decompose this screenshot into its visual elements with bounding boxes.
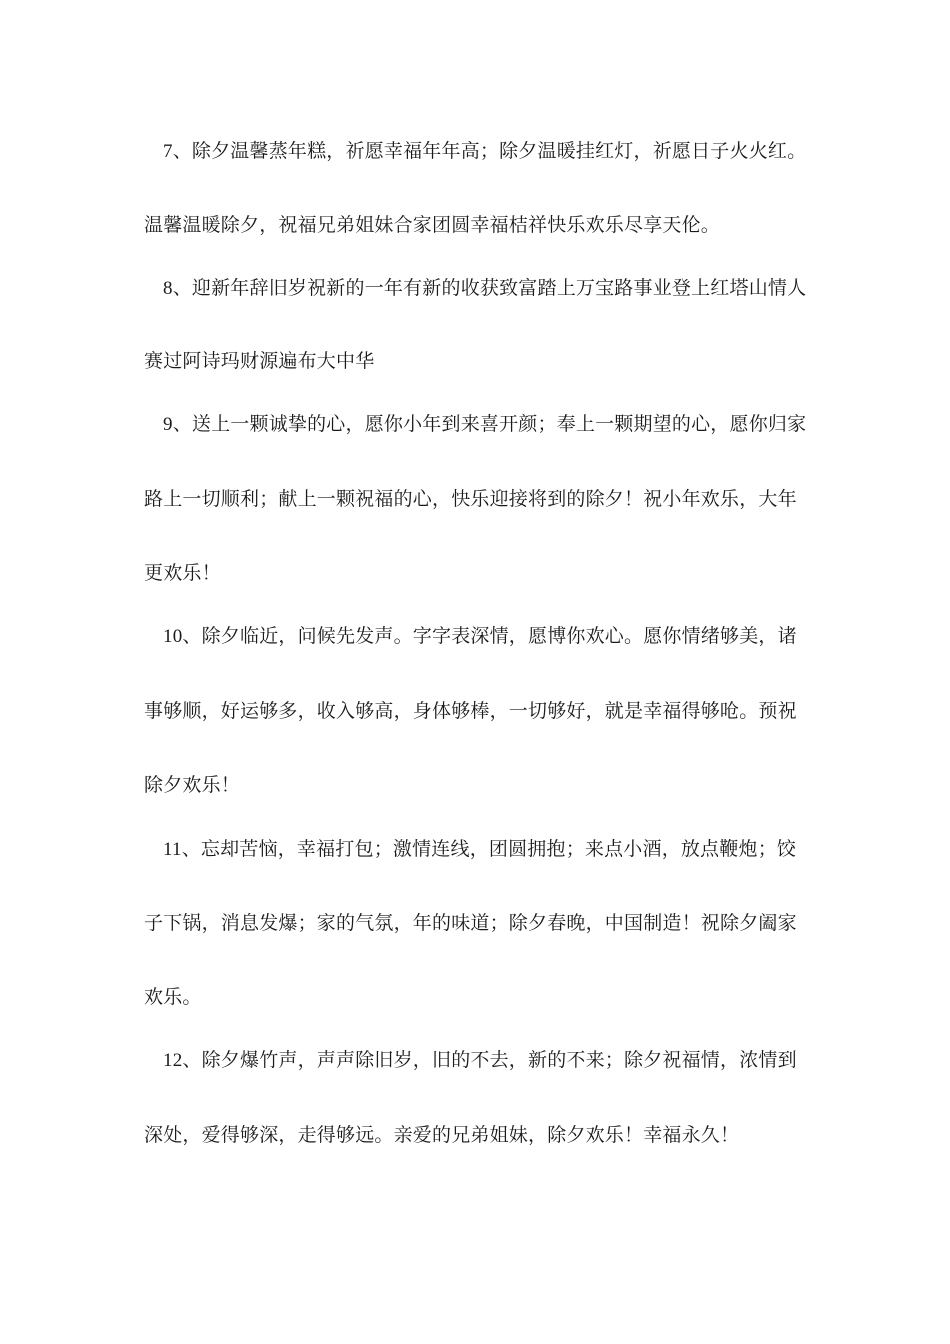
paragraph-10-line-2: 事够顺，好运够多，收入够高，身体够棒，一切够好，就是幸福得够呛。预祝 bbox=[144, 700, 797, 722]
paragraph-11-line-2: 子下锅，消息发爆；家的气氛，年的味道；除夕春晚，中国制造！祝除夕阖家 bbox=[144, 912, 797, 934]
paragraph-text: 、忘却苦恼，幸福打包；激情连线，团圆拥抱；来点小酒，放点鞭炮；饺 bbox=[181, 838, 797, 860]
paragraph-7-line-2: 温馨温暖除夕，祝福兄弟姐妹合家团圆幸福桔祥快乐欢乐尽享天伦。 bbox=[144, 214, 721, 236]
paragraph-text: 、除夕温馨蒸年糕，祈愿幸福年年高；除夕温暖挂红灯，祈愿日子火火红。 bbox=[172, 140, 807, 162]
paragraph-9-line-1 bbox=[163, 411, 843, 438]
paragraph-10-line-3: 除夕欢乐！ bbox=[144, 774, 241, 796]
paragraph-number: 9 bbox=[163, 414, 173, 435]
paragraph-text: 、除夕爆竹声，声声除旧岁，旧的不去，新的不来；除夕祝福情，浓情到 bbox=[182, 1049, 797, 1071]
paragraph-10-line-1 bbox=[163, 623, 843, 650]
paragraph-11-line-1 bbox=[163, 836, 843, 863]
paragraph-9-line-3: 更欢乐！ bbox=[144, 562, 221, 584]
paragraph-11-line-3: 欢乐。 bbox=[144, 986, 202, 1008]
paragraph-text: 、送上一颗诚挚的心，愿你小年到来喜开颜；奉上一颗期望的心，愿你归家 bbox=[172, 413, 807, 435]
paragraph-12-line-2: 深处，爱得够深，走得够远。亲爱的兄弟姐妹，除夕欢乐！幸福永久！ bbox=[144, 1124, 740, 1146]
paragraph-number: 8 bbox=[163, 278, 173, 299]
paragraph-9-line-2: 路上一切顺利；献上一颗祝福的心，快乐迎接将到的除夕！祝小年欢乐，大年 bbox=[144, 488, 797, 510]
paragraph-number: 11 bbox=[163, 839, 182, 860]
paragraph-number: 10 bbox=[163, 626, 183, 647]
paragraph-8-line-1 bbox=[163, 275, 843, 302]
paragraph-8-line-2: 赛过阿诗玛财源遍布大中华 bbox=[144, 350, 375, 372]
paragraph-12-line-1 bbox=[163, 1047, 843, 1074]
paragraph-7-line-1 bbox=[163, 138, 843, 165]
paragraph-number: 12 bbox=[163, 1050, 183, 1071]
paragraph-text: 、迎新年辞旧岁祝新的一年有新的收获致富踏上万宝路事业登上红塔山情人 bbox=[172, 277, 807, 299]
paragraph-number: 7 bbox=[163, 141, 173, 162]
paragraph-text: 、除夕临近，问候先发声。字字表深情，愿博你欢心。愿你情绪够美，诸 bbox=[182, 625, 797, 647]
